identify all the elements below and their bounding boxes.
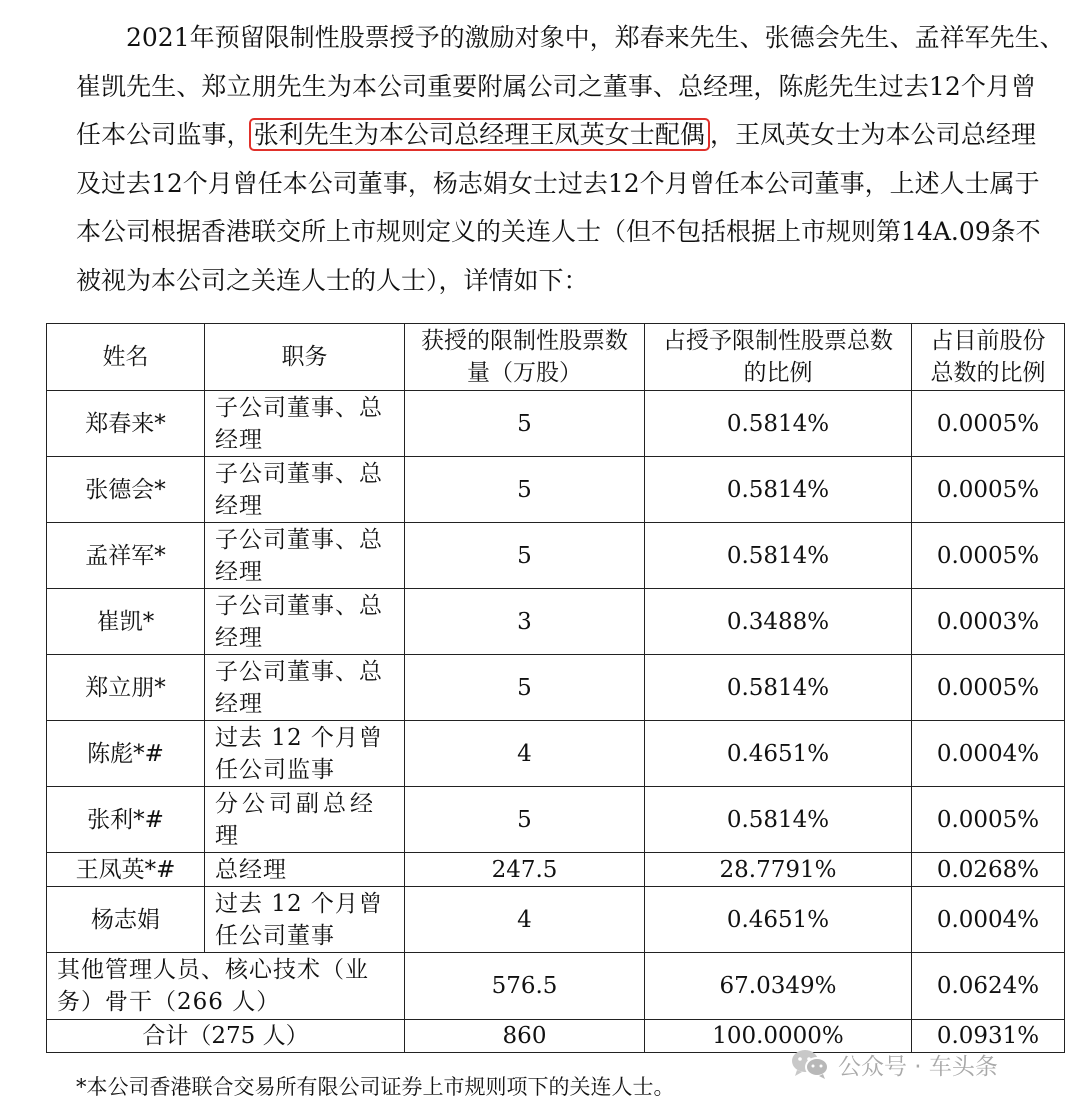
paragraph-text: ，王凤英女士为本公司总经理 [710,120,1036,149]
table-row [47,655,1065,721]
table-row [47,887,1065,953]
table-row [47,787,1065,853]
cell-role: 总经理 [205,853,405,887]
cell-pct-total: 0.0005% [912,523,1065,589]
cell-shares: 3 [405,589,645,655]
cell-pct-grant: 100.0000% [645,1020,912,1053]
cell-shares: 4 [405,721,645,787]
cell-shares: 5 [405,391,645,457]
cell-role: 子公司董事、总经理 [205,655,405,721]
footnote: *本公司香港联合交易所有限公司证券上市规则项下的关连人士。 [76,1075,675,1099]
cell-pct-total: 0.0005% [912,391,1065,457]
cell-name: 陈彪*# [47,721,205,787]
paragraph-line: 及过去12个月曾任本公司董事，杨志娟女士过去12个月曾任本公司董事，上述人士属于 [76,168,1040,198]
cell-role: 子公司董事、总经理 [205,589,405,655]
cell-name: 郑春来* [47,391,205,457]
cell-role: 子公司董事、总经理 [205,523,405,589]
cell-role: 过去 12 个月曾任公司董事 [205,887,405,953]
header-pct-grant: 占授予限制性股票总数的比例 [645,324,912,391]
cell-pct-total: 0.0005% [912,655,1065,721]
cell-role: 过去 12 个月曾任公司监事 [205,721,405,787]
cell-pct-total: 0.0004% [912,721,1065,787]
cell-other-label: 其他管理人员、核心技术（业务）骨干（266 人） [47,953,405,1020]
cell-pct-total: 0.0003% [912,589,1065,655]
cell-shares: 4 [405,887,645,953]
table-row [47,523,1065,589]
cell-pct-total: 0.0268% [912,853,1065,887]
table-row [47,391,1065,457]
cell-shares: 247.5 [405,853,645,887]
cell-name: 崔凯* [47,589,205,655]
cell-name: 杨志娟 [47,887,205,953]
cell-name: 张利*# [47,787,205,853]
watermark [790,1046,998,1082]
table-header-row [47,324,1065,391]
cell-total-label: 合计（275 人） [47,1020,405,1053]
cell-pct-total: 0.0005% [912,787,1065,853]
cell-role: 子公司董事、总经理 [205,391,405,457]
cell-pct-total: 0.0004% [912,887,1065,953]
cell-pct-grant: 0.5814% [645,457,912,523]
cell-name: 孟祥军* [47,523,205,589]
cell-pct-grant: 0.5814% [645,787,912,853]
paragraph-line [76,111,1036,160]
cell-pct-grant: 28.7791% [645,853,912,887]
cell-pct-grant: 0.5814% [645,391,912,457]
intro-paragraph [76,14,1065,305]
watermark-text: 公众号 · 车头条 [838,1053,998,1080]
cell-name: 郑立朋* [47,655,205,721]
table-row [47,853,1065,887]
highlighted-text: 张利先生为本公司总经理王凤英女士配偶 [249,118,710,151]
grant-table [46,323,1065,1053]
paragraph-line: 2021年预留限制性股票授予的激励对象中，郑春来先生、张德会先生、孟祥军先生、 [126,23,1065,52]
cell-name: 张德会* [47,457,205,523]
cell-pct-total: 0.0624% [912,953,1065,1020]
cell-pct-total: 0.0931% [912,1020,1065,1053]
header-shares: 获授的限制性股票数量（万股） [405,324,645,391]
wechat-icon [790,1047,830,1081]
table-row-other [47,953,1065,1020]
cell-pct-total: 0.0005% [912,457,1065,523]
cell-pct-grant: 0.4651% [645,887,912,953]
cell-shares: 5 [405,787,645,853]
cell-pct-grant: 0.3488% [645,589,912,655]
paragraph-line: 被视为本公司之关连人士的人士），详情如下： [76,265,589,295]
cell-shares: 5 [405,457,645,523]
paragraph-line: 本公司根据香港联交所上市规则定义的关连人士（但不包括根据上市规则第14A.09条不 [76,217,1041,246]
cell-pct-grant: 0.5814% [645,655,912,721]
cell-name: 王凤英*# [47,853,205,887]
cell-role: 子公司董事、总经理 [205,457,405,523]
table-row [47,457,1065,523]
table-row [47,589,1065,655]
cell-shares: 576.5 [405,953,645,1020]
cell-shares: 5 [405,523,645,589]
cell-pct-grant: 0.5814% [645,523,912,589]
table-row [47,721,1065,787]
cell-shares: 860 [405,1020,645,1053]
paragraph-text: 任本公司监事， [76,120,252,149]
cell-pct-grant: 67.0349% [645,953,912,1020]
cell-shares: 5 [405,655,645,721]
cell-role: 分公司副总经理 [205,787,405,853]
header-role: 职务 [205,324,405,391]
header-name: 姓名 [47,324,205,391]
cell-pct-grant: 0.4651% [645,721,912,787]
paragraph-line: 崔凯先生、郑立朋先生为本公司重要附属公司之董事、总经理，陈彪先生过去12个月曾 [76,71,1036,101]
header-pct-total: 占目前股份总数的比例 [912,324,1065,391]
